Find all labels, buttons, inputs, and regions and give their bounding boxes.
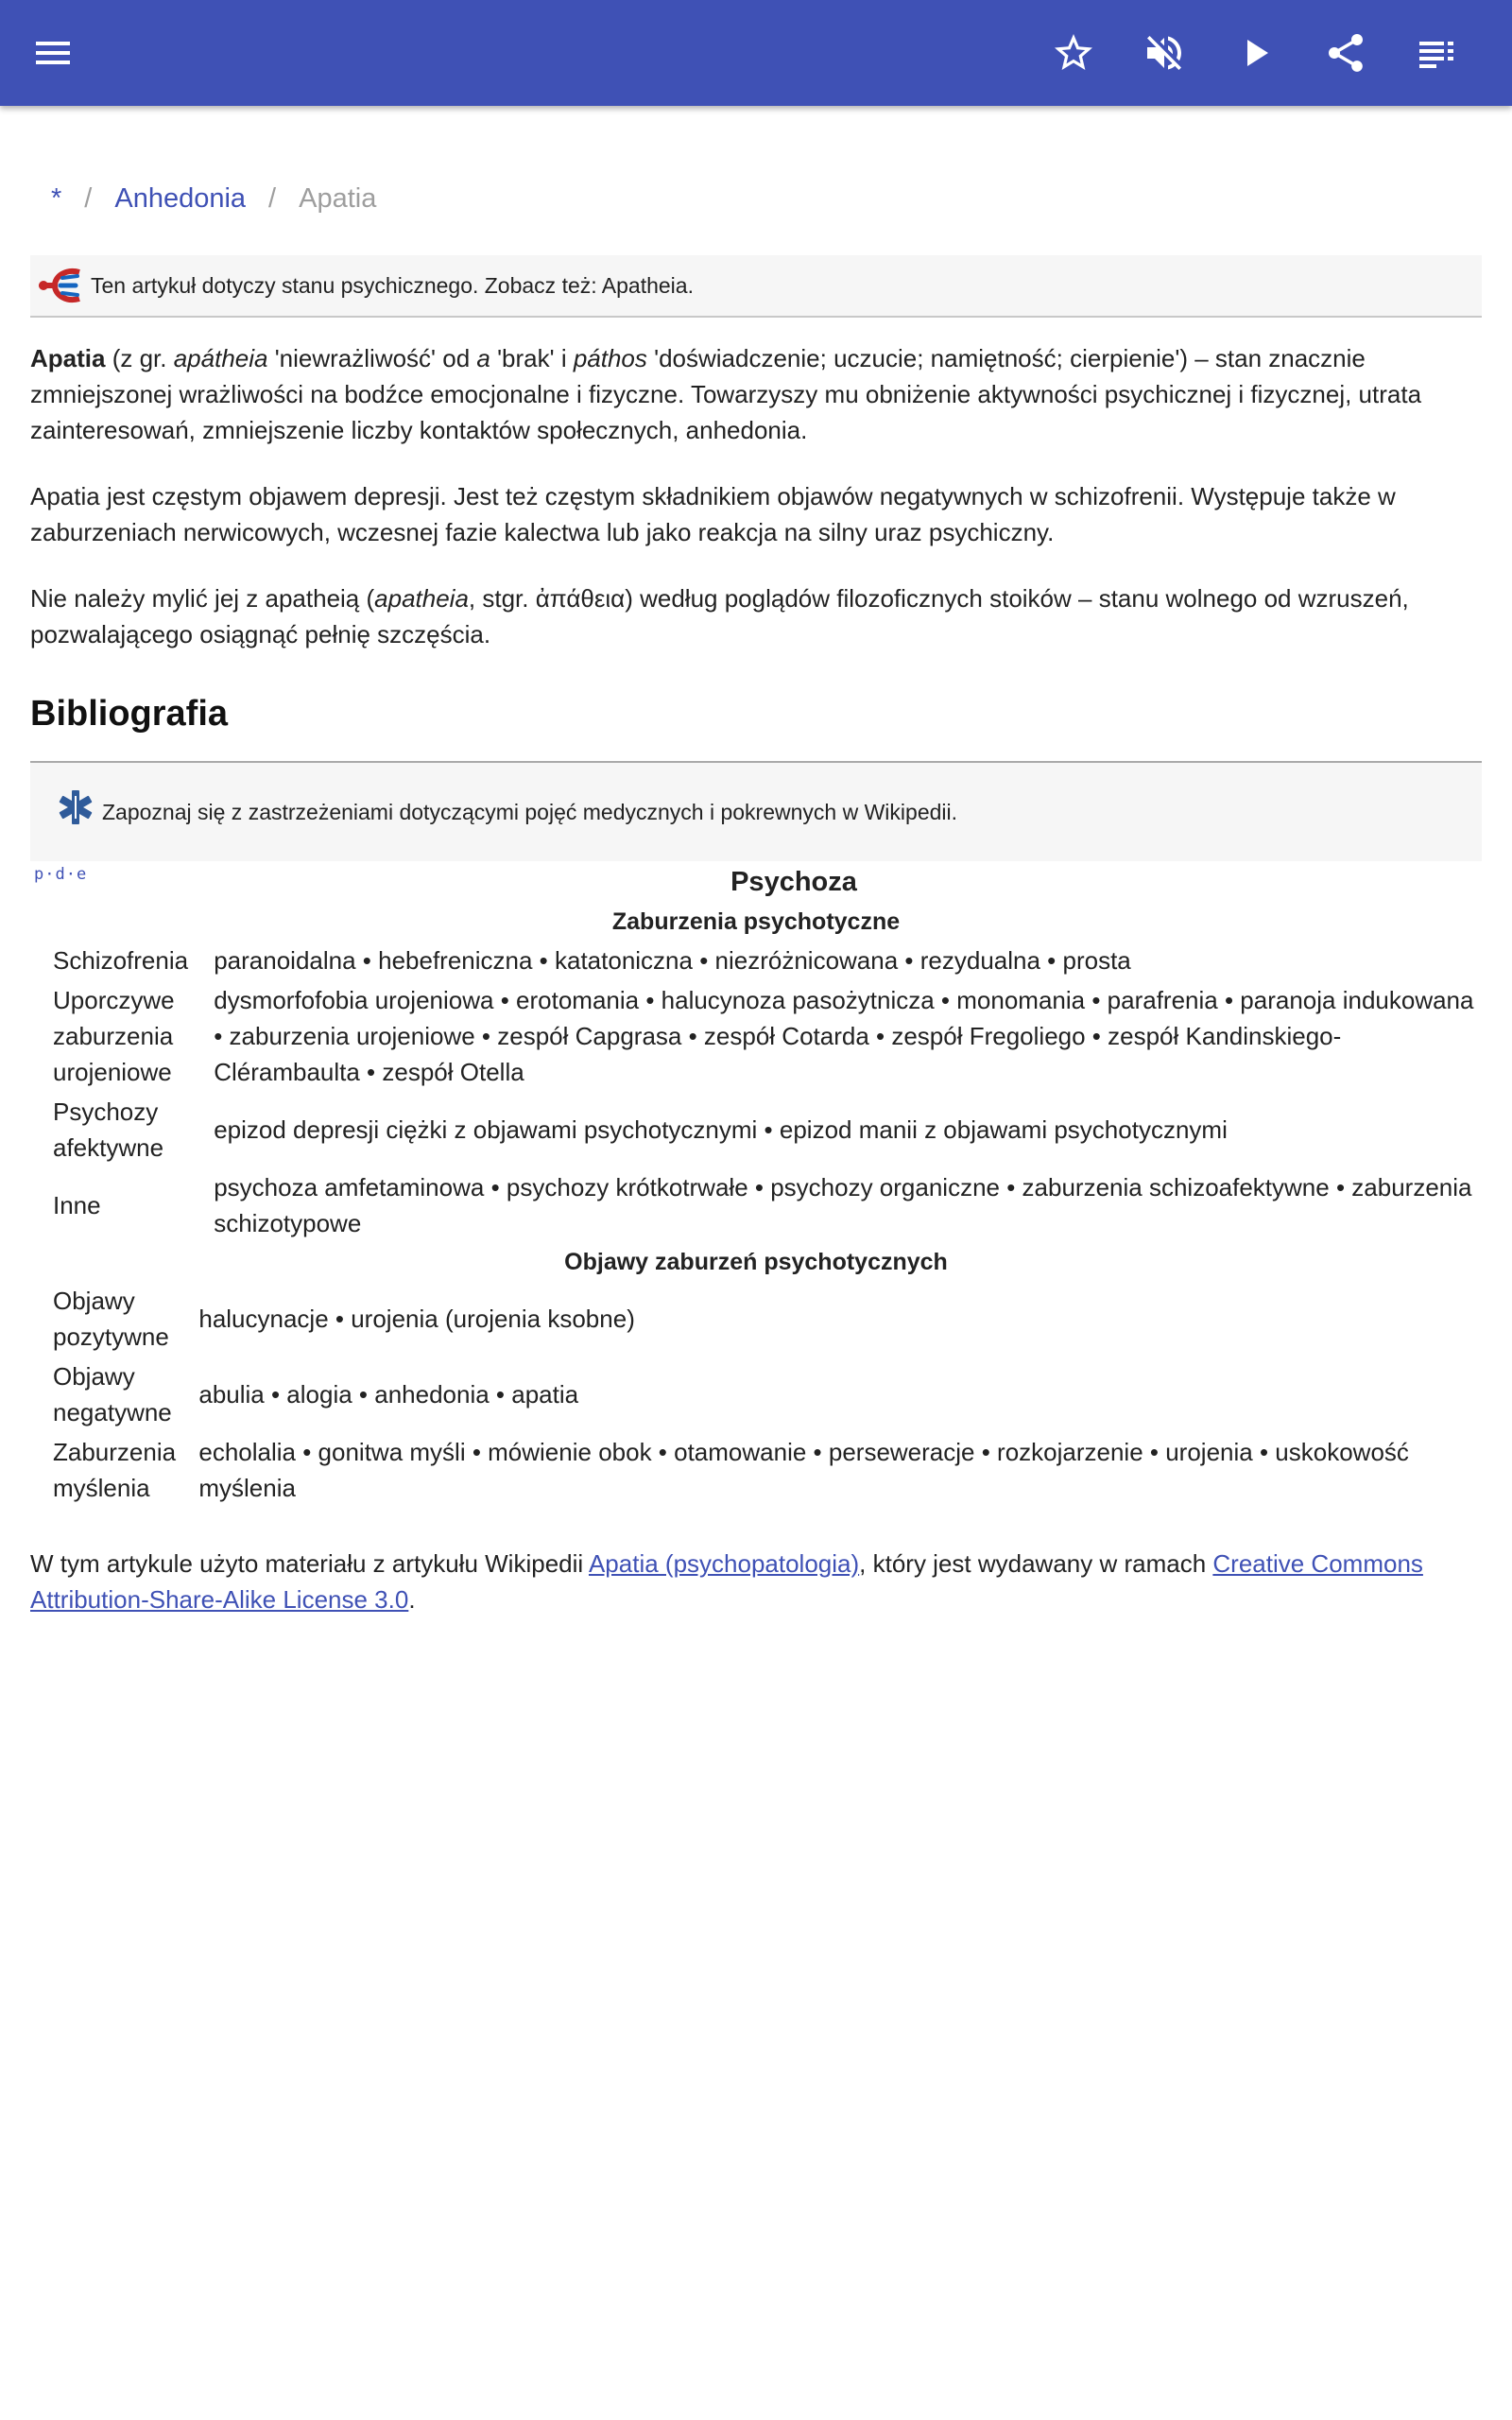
medical-disclaimer (30, 763, 1482, 861)
star-outline-icon[interactable] (1043, 23, 1104, 83)
navbox-row (30, 941, 1482, 980)
breadcrumb-root[interactable]: * (51, 182, 62, 214)
share-icon[interactable] (1315, 23, 1376, 83)
disambiguation-hatnote (30, 255, 1482, 318)
article-paragraph-1 (30, 340, 1482, 448)
breadcrumb (30, 170, 1482, 227)
navbox-row (30, 1167, 1482, 1243)
breadcrumb-separator: / (268, 182, 277, 214)
article-content (30, 106, 1482, 1642)
playlist-icon[interactable] (1406, 23, 1467, 83)
article-paragraph-3 (30, 580, 1482, 652)
text-fragment: . (408, 1585, 416, 1614)
text-fragment: , stgr. ἀπάθεια) według poglądów filozoficznych stoików – stanu wolnego od wzruszeń, pozwalającego osiągnąć pełnię szczęścia. (30, 584, 1409, 648)
navbox-group-title: Zaburzenia psychotyczne (611, 908, 901, 935)
navbox-row-list[interactable]: psychoza amfetaminowa • psychozy krótkotrwałe • psychozy organiczne • zaburzenia schizoafektywne • zaburzenia schizotypowe (214, 1173, 1472, 1237)
navbox-row-label: Uporczywe zaburzenia urojeniowe (53, 986, 175, 1086)
navbox-row (30, 1092, 1482, 1167)
license-link[interactable]: Creative Commons Attribution-Share-Alike License 3.0 (30, 1549, 1423, 1614)
navbox-row-label: Objawy pozytywne (53, 1287, 169, 1351)
navbox-row-list[interactable]: abulia • alogia • anhedonia • apatia (198, 1380, 579, 1409)
breadcrumb-current: Apatia (299, 182, 377, 214)
text-fragment: 'niewrażliwość' od (267, 344, 477, 372)
navbox-row (30, 1357, 1482, 1432)
navbox-row-label: Inne (53, 1191, 101, 1219)
navbox-row (30, 1432, 1482, 1508)
play-icon[interactable] (1225, 23, 1285, 83)
navbox-row-label: Objawy negatywne (53, 1362, 172, 1426)
navbox-row-list[interactable]: echolalia • gonitwa myśli • mówienie obok • otamowanie • perseweracje • rozkojarzenie • urojenia • uskokowość myślenia (198, 1438, 1409, 1502)
italic-term: páthos (573, 344, 647, 372)
navbox-row-list[interactable]: epizod depresji ciężki z objawami psychotycznymi • epizod manii z objawami psychotycznymi (214, 1115, 1228, 1144)
star-of-life-icon (57, 788, 94, 826)
text-fragment: 'brak' i (490, 344, 574, 372)
navbox-row-list[interactable]: paranoidalna • hebefreniczna • katatoniczna • niezróżnicowana • rezydualna • prosta (214, 946, 1131, 975)
license-footer (30, 1546, 1482, 1617)
app-bar (0, 0, 1512, 106)
navbox-psychoza (30, 861, 1482, 1508)
navbox-title: Psychoza (730, 867, 857, 897)
volume-off-icon[interactable] (1134, 23, 1194, 83)
text-fragment: , który jest wydawany w ramach (859, 1549, 1213, 1578)
navbox-row-label: Zaburzenia myślenia (53, 1438, 177, 1502)
navbox-row (30, 1281, 1482, 1357)
navbox-row-list[interactable]: halucynacje • urojenia (urojenia ksobne) (198, 1305, 635, 1333)
navbox-row (30, 980, 1482, 1092)
breadcrumb-separator: / (84, 182, 93, 214)
italic-term: apátheia (173, 344, 268, 372)
source-article-link[interactable]: Apatia (psychopatologia) (588, 1549, 860, 1578)
text-fragment: W tym artykule użyto materiału z artykułu Wikipedii (30, 1549, 589, 1578)
disambiguation-icon (38, 267, 83, 304)
navbox-row-label: Schizofrenia (53, 946, 189, 975)
article-term: Apatia (30, 344, 106, 372)
navbox-row-label: Psychozy afektywne (53, 1098, 164, 1162)
italic-term: a (476, 344, 490, 372)
italic-term: apatheia (374, 584, 469, 613)
text-fragment: Nie należy mylić jej z apatheią ( (30, 584, 375, 613)
navbox-group-title: Objawy zaburzeń psychotycznych (564, 1249, 948, 1275)
hatnote-text: Ten artykuł dotyczy stanu psychicznego. Zobacz też: Apatheia. (91, 272, 694, 298)
article-paragraph-2: Apatia jest częstym objawem depresji. Jest też częstym składnikiem objawów negatywnych w schizofrenii. Występuje także w zaburzeniach nerwicowych, wczesnej fazie kalectwa lub jako reakcja na silny uraz psychiczny. (30, 482, 1396, 546)
navbox-row-list[interactable]: dysmorfofobia urojeniowa • erotomania • halucynoza pasożytnicza • monomania • parafrenia • paranoja indukowana • zaburzenia urojeniowe • zespół Capgrasa • zespół Cotarda • zespół Fregoliego • zespół Kandinskiego-Clérambaulta • zespół Otella (214, 986, 1474, 1086)
text-fragment: (z gr. (105, 344, 174, 372)
breadcrumb-parent[interactable]: Anhedonia (114, 182, 247, 214)
menu-icon[interactable] (23, 23, 83, 83)
medical-disclaimer-text: Zapoznaj się z zastrzeżeniami dotyczącymi pojęć medycznych i pokrewnych w Wikipedii. (102, 799, 958, 824)
text-fragment: 'doświadczenie; uczucie; namiętność; cierpienie') – stan znacznie zmniejszonej wrażliwości na bodźce emocjonalne i fizyczne. Towarzyszy mu obniżenie aktywności psychicznej i fizycznej, utrata zainteresowań, zmniejszenie liczby kontaktów społecznych, anhedonia. (30, 344, 1422, 444)
navbox-vde-links[interactable]: p·d·e (34, 865, 88, 884)
section-heading-bibliography: Bibliografia (30, 694, 1482, 763)
